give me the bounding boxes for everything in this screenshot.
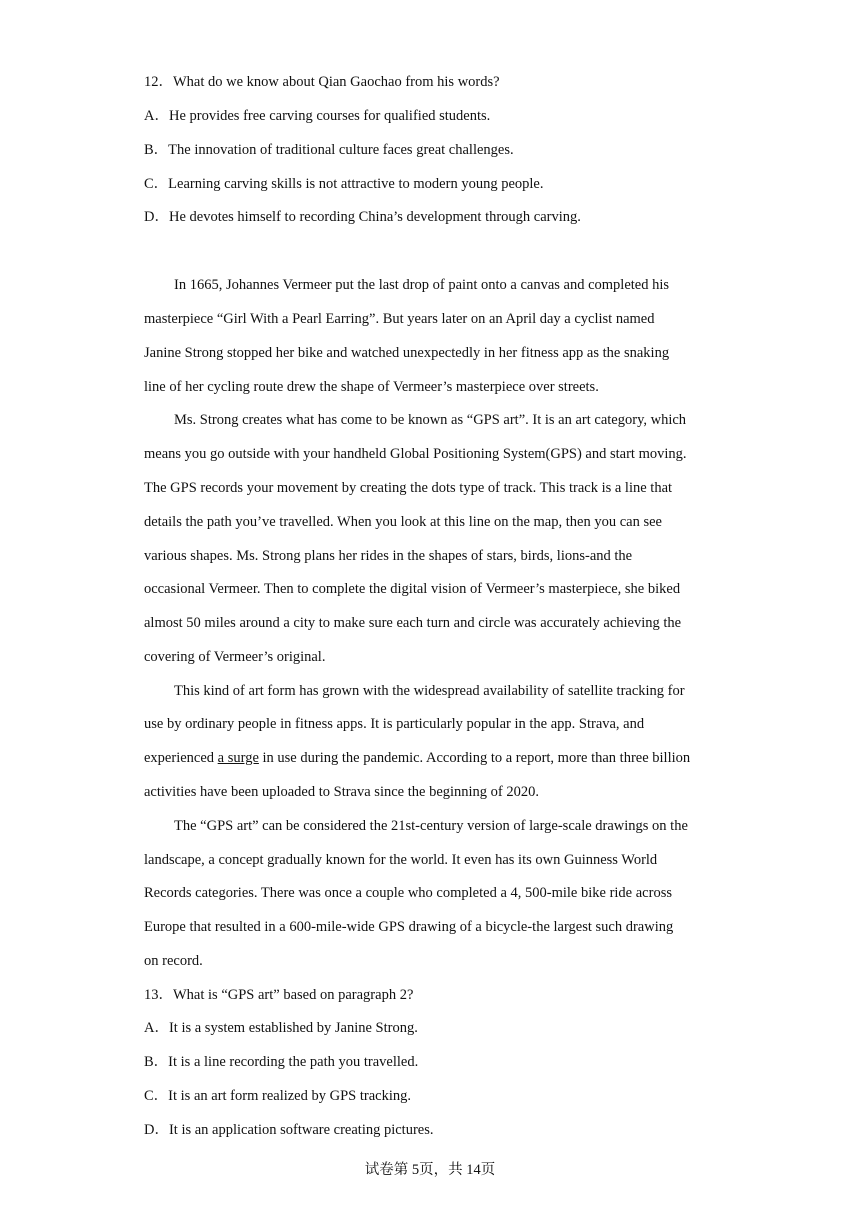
paragraph-1-line-4: line of her cycling route drew the shape of Vermeer’s masterpiece over streets. <box>144 379 599 395</box>
paragraph-1-line-2: masterpiece “Girl With a Pearl Earring”. But years later on an April day a cyclist named <box>144 311 655 327</box>
paragraph-3-line-3-before: experienced <box>144 750 218 766</box>
paragraph-2-line-5: various shapes. Ms. Strong plans her rides in the shapes of stars, birds, lions-and the <box>144 548 633 564</box>
paragraph-4-line-4: Europe that resulted in a 600-mile-wide GPS drawing of a bicycle-the largest such drawing <box>144 919 674 935</box>
question-13-stem: 13．What is “GPS art” based on paragraph 2? <box>144 987 414 1003</box>
paragraph-3-line-3-after: in use during the pandemic. According to a report, more than three billion <box>258 750 691 766</box>
paragraph-2-line-7: almost 50 miles around a city to make sure each turn and circle was accurately achieving the <box>144 615 682 631</box>
page-footer: 试卷第 5页，共 14页 <box>364 1162 496 1178</box>
paragraph-2-line-1: Ms. Strong creates what has come to be known as “GPS art”. It is an art category, which <box>174 412 687 428</box>
paragraph-3-line-1: This kind of art form has grown with the widespread availability of satellite tracking for <box>174 683 685 699</box>
question-12-option-d: D．He devotes himself to recording China’s development through carving. <box>144 209 581 225</box>
paragraph-1-line-1: In 1665, Johannes Vermeer put the last drop of paint onto a canvas and completed his <box>174 277 670 293</box>
question-13-option-c: C．It is an art form realized by GPS tracking. <box>144 1088 411 1104</box>
question-13-option-d: D．It is an application software creating pictures. <box>144 1122 434 1138</box>
question-12-stem: 12．What do we know about Qian Gaochao from his words? <box>144 74 500 90</box>
paragraph-2-line-8: covering of Vermeer’s original. <box>144 649 326 665</box>
underlined-phrase: a surge <box>217 750 259 766</box>
paragraph-2-line-4: details the path you’ve travelled. When you look at this line on the map, then you can see <box>144 514 662 530</box>
question-13-option-b: B．It is a line recording the path you travelled. <box>144 1054 419 1070</box>
paragraph-1-line-3: Janine Strong stopped her bike and watched unexpectedly in her fitness app as the snaking <box>144 345 670 361</box>
question-12-option-a: A．He provides free carving courses for qualified students. <box>144 108 491 124</box>
paragraph-4-line-5: on record. <box>144 953 203 969</box>
paragraph-4-line-1: The “GPS art” can be considered the 21st-century version of large-scale drawings on the <box>174 818 688 834</box>
paragraph-4-line-3: Records categories. There was once a couple who completed a 4, 500-mile bike ride across <box>144 885 672 901</box>
paragraph-3-line-4: activities have been uploaded to Strava since the beginning of 2020. <box>144 784 540 800</box>
question-13-option-a: A．It is a system established by Janine Strong. <box>144 1020 418 1036</box>
paragraph-2-line-2: means you go outside with your handheld Global Positioning System(GPS) and start moving. <box>144 446 687 462</box>
paragraph-2-line-6: occasional Vermeer. Then to complete the digital vision of Vermeer’s masterpiece, she biked <box>144 581 681 597</box>
paragraph-4-line-2: landscape, a concept gradually known for the world. It even has its own Guinness World <box>144 852 658 868</box>
paragraph-3-line-2: use by ordinary people in fitness apps. It is particularly popular in the app. Strava, and <box>144 716 645 732</box>
question-12-option-b: B．The innovation of traditional culture faces great challenges. <box>144 142 514 158</box>
question-12-option-c: C．Learning carving skills is not attractive to modern young people. <box>144 176 544 192</box>
paragraph-2-line-3: The GPS records your movement by creating the dots type of track. This track is a line that <box>144 480 673 496</box>
paragraph-3-line-3 <box>144 748 690 768</box>
